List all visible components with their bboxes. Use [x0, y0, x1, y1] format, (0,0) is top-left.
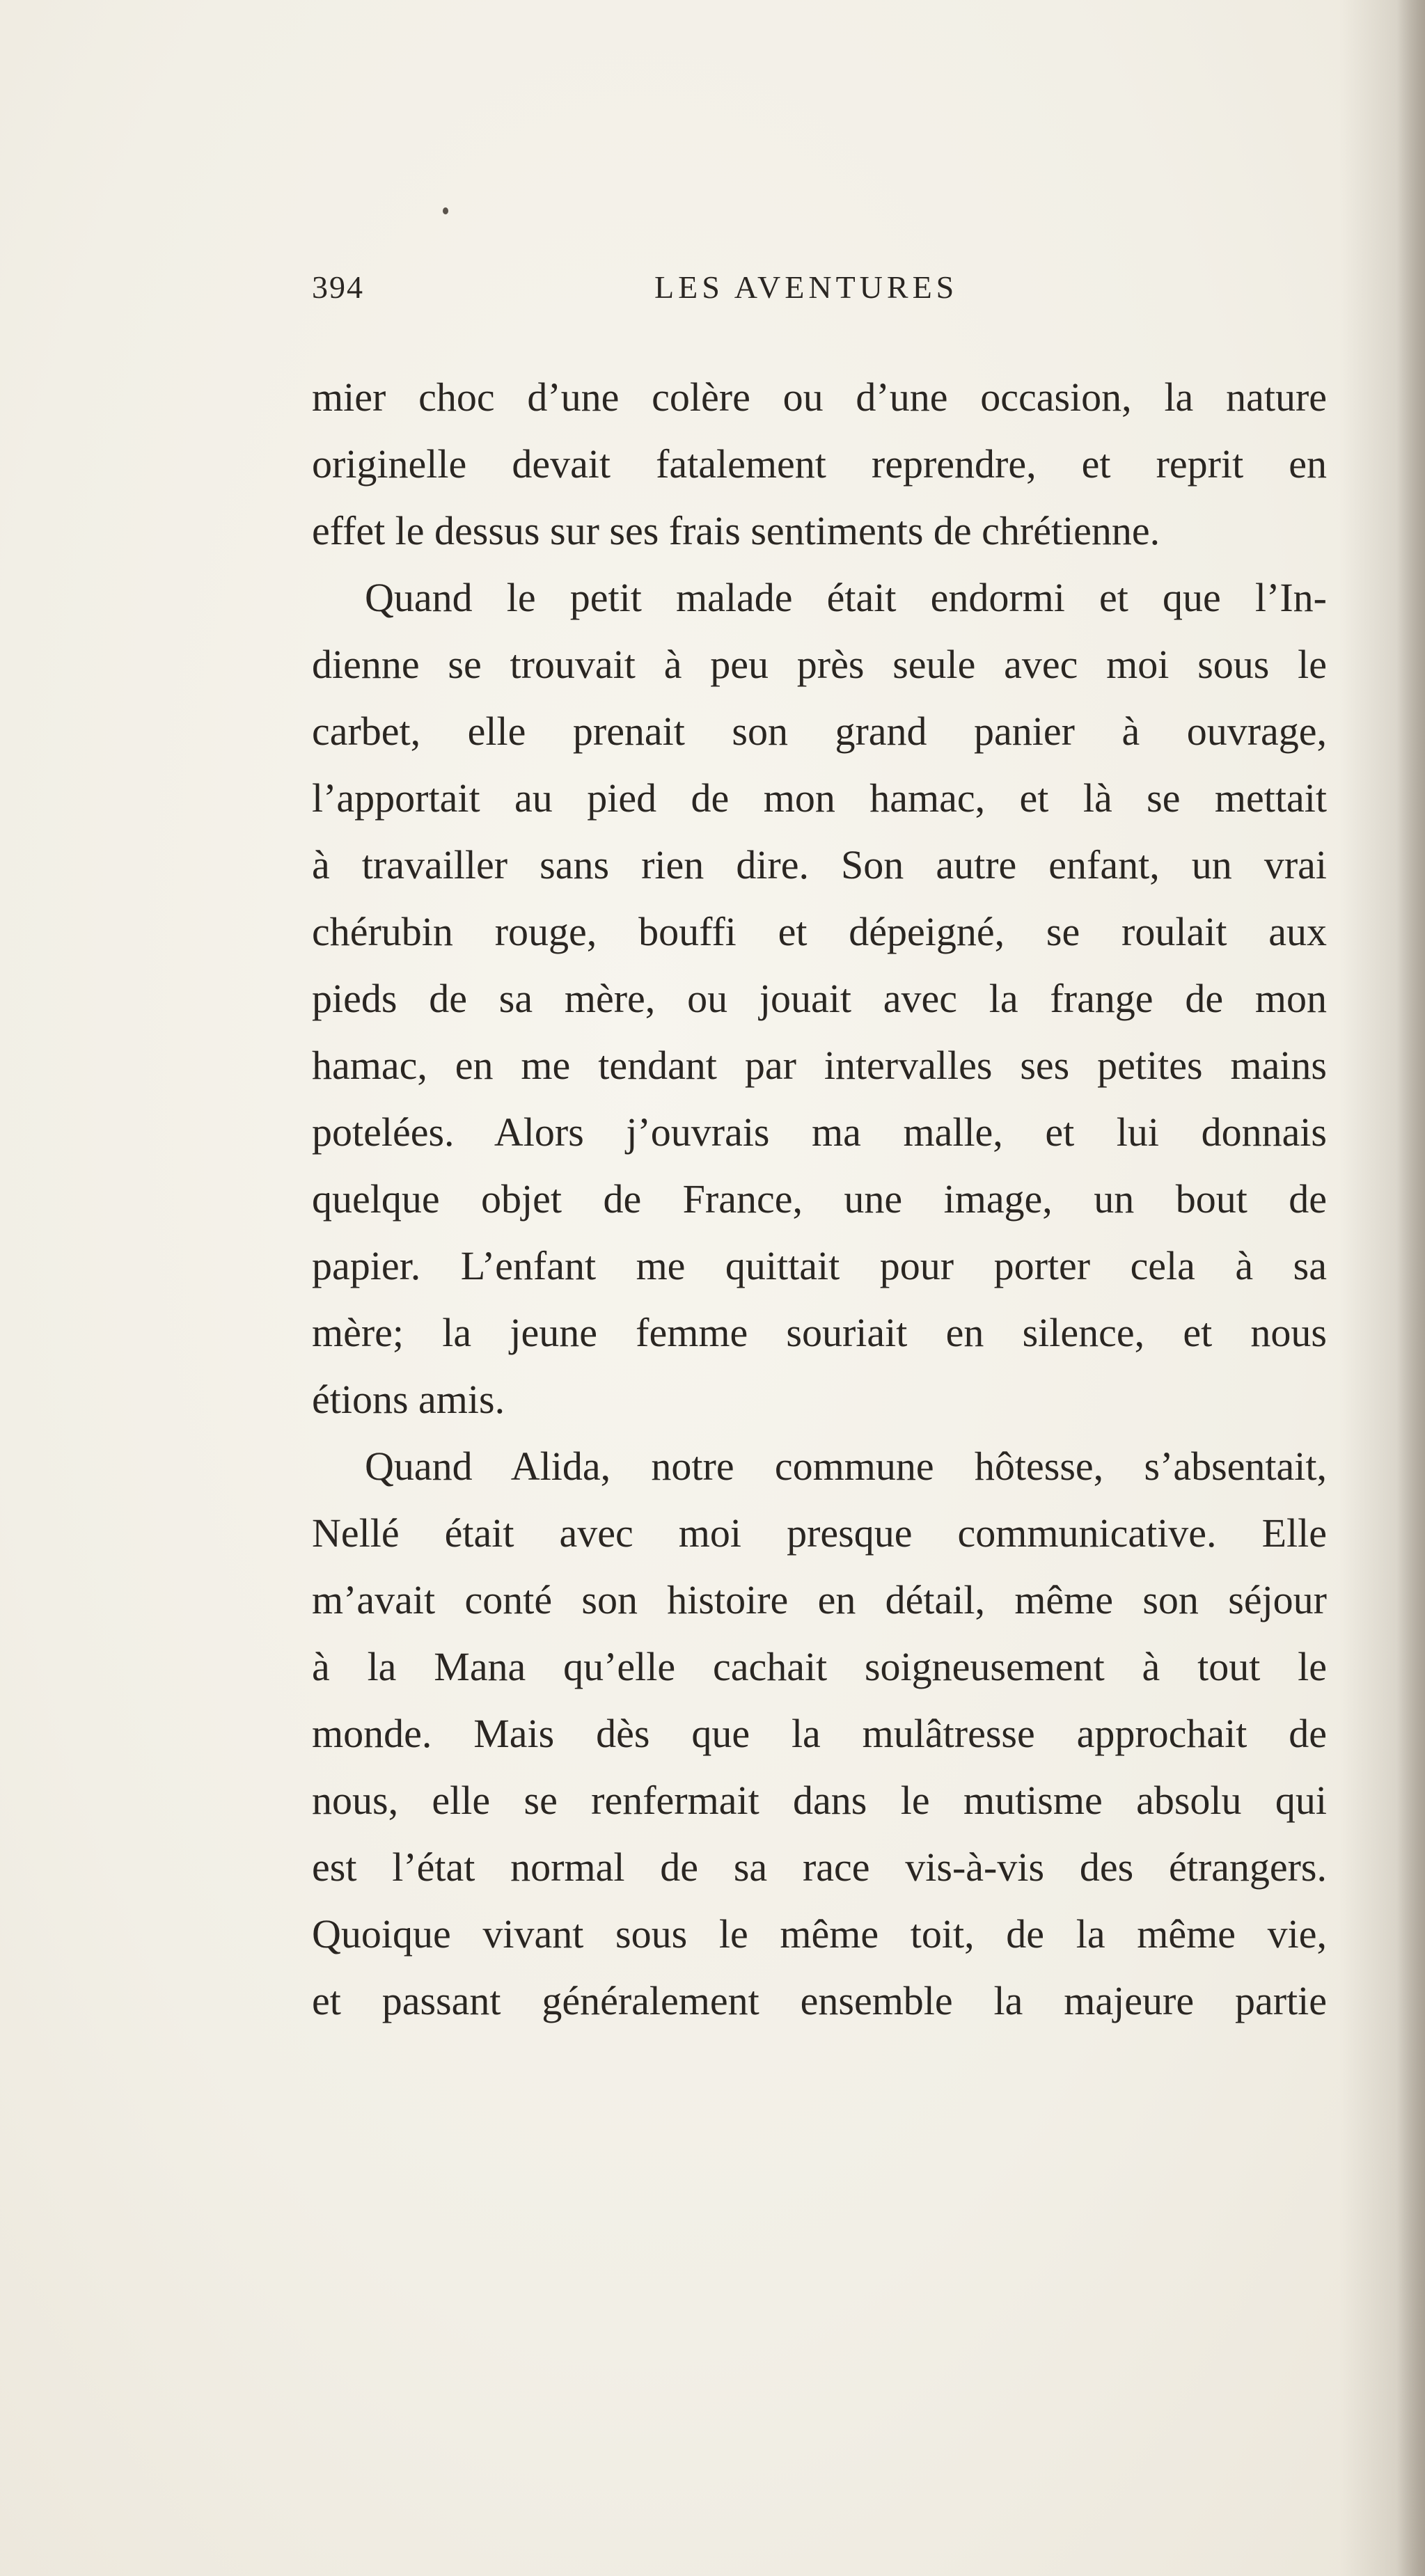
text-line: mier choc d’une colère ou d’une occasion, la nature	[312, 374, 1327, 420]
text-line: l’apportait au pied de mon hamac, et là se mettait	[312, 775, 1327, 821]
text-line: papier. L’enfant me quittait pour porter cela à sa	[312, 1243, 1327, 1288]
text-line: quelque objet de France, une image, un bout de	[312, 1176, 1327, 1222]
ink-speck	[443, 207, 448, 214]
text-line: à travailler sans rien dire. Son autre enfant, un vrai	[312, 842, 1327, 887]
text-line: mère; la jeune femme souriait en silence, et nous	[312, 1310, 1327, 1355]
body-text	[312, 364, 1327, 2034]
text-line: nous, elle se renfermait dans le mutisme absolu qui	[312, 1778, 1327, 1823]
text-line: m’avait conté son histoire en détail, même son séjour	[312, 1577, 1327, 1622]
running-head	[0, 263, 1425, 312]
text-line: effet le dessus sur ses frais sentiments de chrétienne.	[312, 508, 1160, 553]
text-line: est l’état normal de sa race vis-à-vis des étrangers.	[312, 1844, 1327, 1890]
running-title: LES AVENTURES	[654, 269, 959, 305]
text-line: chérubin rouge, bouffi et dépeigné, se roulait aux	[312, 909, 1327, 954]
text-line: Quand Alida, notre commune hôtesse, s’absentait,	[365, 1444, 1327, 1489]
text-line: à la Mana qu’elle cachait soigneusement à tout le	[312, 1644, 1327, 1689]
page-edge-shadow	[1397, 0, 1425, 2576]
text-line: potelées. Alors j’ouvrais ma malle, et lui donnais	[312, 1109, 1327, 1155]
text-line: monde. Mais dès que la mulâtresse approchait de	[312, 1711, 1327, 1756]
text-line: Nellé était avec moi presque communicative. Elle	[312, 1510, 1327, 1556]
text-line: pieds de sa mère, ou jouait avec la frange de mon	[312, 976, 1327, 1021]
text-line: Quoique vivant sous le même toit, de la même vie,	[312, 1911, 1327, 1957]
text-line: hamac, en me tendant par intervalles ses petites mains	[312, 1043, 1327, 1088]
text-line: dienne se trouvait à peu près seule avec moi sous le	[312, 642, 1327, 687]
page-number: 394	[312, 269, 364, 305]
text-line: Quand le petit malade était endormi et que l’In-	[365, 575, 1327, 620]
text-line: originelle devait fatalement reprendre, et reprit en	[312, 441, 1327, 487]
text-line: et passant généralement ensemble la majeure partie	[312, 1978, 1327, 2023]
text-line: carbet, elle prenait son grand panier à ouvrage,	[312, 709, 1327, 754]
text-line: étions amis.	[312, 1377, 505, 1422]
